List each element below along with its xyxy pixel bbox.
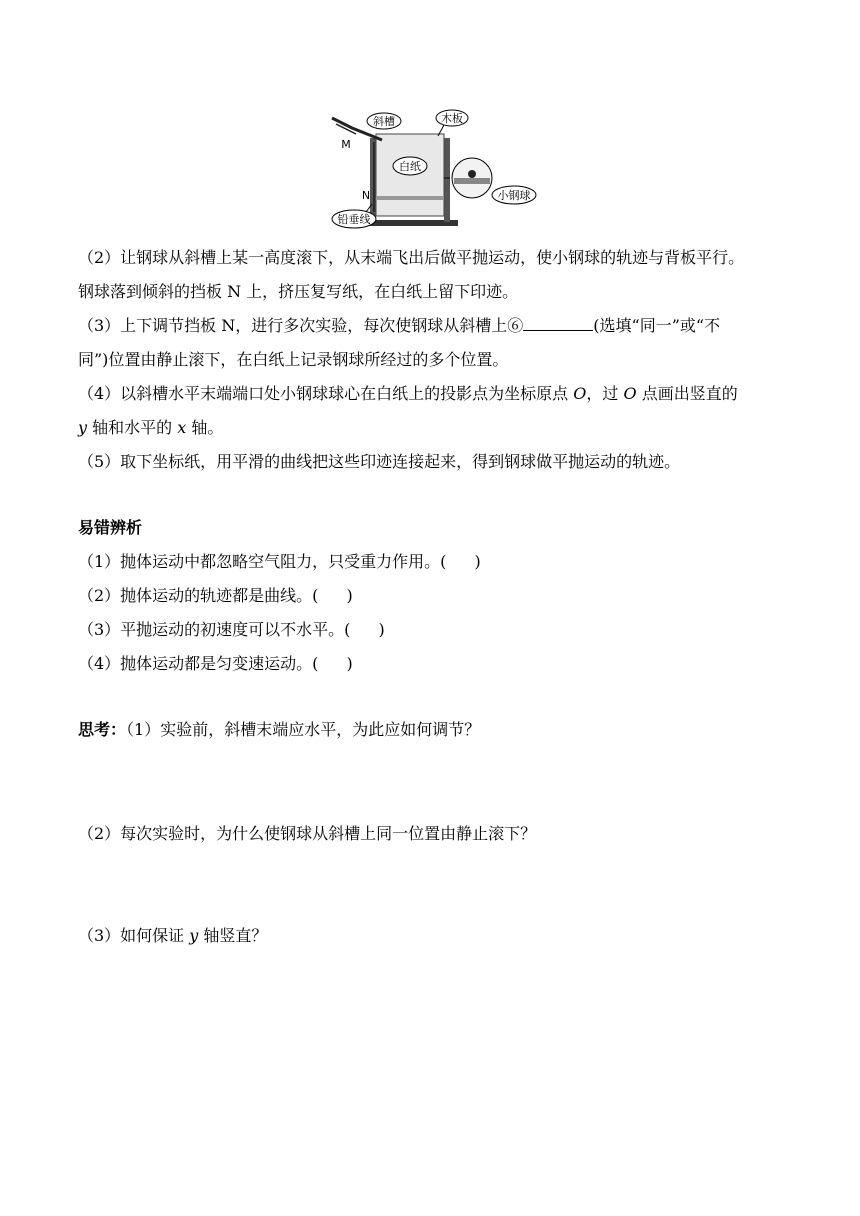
step-2-line-1: （2）让钢球从斜槽上某一高度滚下，从末端飞出后做平抛运动，使小钢球的轨迹与背板平行。 — [78, 248, 745, 267]
y-axis-symbol: y — [78, 418, 88, 437]
error-item-4-text: （4）抛体运动都是匀变速运动。( — [78, 654, 319, 673]
label-n: N — [361, 189, 371, 202]
step-4-line-2 — [78, 418, 223, 438]
think-q1: （1）实验前，斜槽末端应水平，为此应如何调节？ — [126, 720, 481, 739]
label-slide: 斜槽 — [373, 115, 395, 128]
label-paper: 白纸 — [399, 160, 421, 173]
error-item-2 — [78, 586, 353, 606]
step-3-text-pre: （3）上下调节挡板 N，进行多次实验，每次使钢球从斜槽上⑥ — [78, 316, 524, 335]
apparatus-base — [362, 220, 458, 226]
apparatus-figure — [326, 104, 544, 232]
origin-symbol-2: O — [623, 384, 637, 403]
error-item-2-text: （2）抛体运动的轨迹都是曲线。( — [78, 586, 319, 605]
error-item-1-text: （1）抛体运动中都忽略空气阻力，只受重力作用。( — [78, 552, 447, 571]
baffle-plate — [376, 196, 444, 200]
step-3-line-2: 同”)位置由静止滚下，在白纸上记录钢球所经过的多个位置。 — [78, 350, 509, 369]
step-3-text-post: (选填“同一”或“不 — [593, 316, 721, 335]
think-q2: （2）每次实验时，为什么使钢球从斜槽上同一位置由静止滚下？ — [78, 824, 537, 843]
error-analysis-heading: 易错辨析 — [78, 518, 143, 537]
think-q1-line — [78, 720, 480, 740]
paren-close: ) — [378, 620, 385, 639]
left-post — [370, 138, 376, 222]
error-item-3-text: （3）平抛运动的初速度可以不水平。( — [78, 620, 351, 639]
right-post — [444, 138, 450, 222]
error-item-3 — [78, 620, 385, 640]
label-m: M — [341, 138, 351, 151]
step-4-text-1: （4）以斜槽水平末端端口处小钢球球心在白纸上的投影点为坐标原点 — [78, 384, 574, 403]
step-4-text-3: 点画出竖直的 — [636, 384, 738, 403]
step-4-text-2: ，过 — [586, 384, 624, 403]
paren-close: ) — [346, 586, 353, 605]
steel-ball-icon — [468, 170, 476, 178]
step-3-line-1 — [78, 316, 720, 336]
label-plumb: 铅垂线 — [337, 213, 371, 226]
error-item-1 — [78, 552, 481, 572]
think-q3-pre: （3）如何保证 — [78, 926, 190, 945]
label-board: 木板 — [441, 112, 463, 125]
step-4-line-1 — [78, 384, 738, 404]
x-axis-symbol: x — [177, 418, 187, 437]
y-axis-symbol-2: y — [189, 926, 199, 945]
think-q3-post: 轴竖直？ — [198, 926, 268, 945]
think-q3-line — [78, 926, 267, 946]
step-4-text-5: 轴。 — [186, 418, 224, 437]
step-2-line-2: 钢球落到倾斜的挡板 N 上，挤压复写纸，在白纸上留下印迹。 — [78, 282, 519, 301]
paren-close: ) — [474, 552, 481, 571]
label-ball: 小钢球 — [497, 189, 531, 202]
think-label: 思考： — [78, 720, 127, 739]
answer-blank-6[interactable] — [523, 316, 593, 331]
step-5-line: （5）取下坐标纸，用平滑的曲线把这些印迹连接起来，得到钢球做平抛运动的轨迹。 — [78, 452, 681, 471]
error-item-4 — [78, 654, 353, 674]
paren-close: ) — [346, 654, 353, 673]
origin-symbol: O — [573, 384, 587, 403]
step-4-text-4: 轴和水平的 — [87, 418, 178, 437]
